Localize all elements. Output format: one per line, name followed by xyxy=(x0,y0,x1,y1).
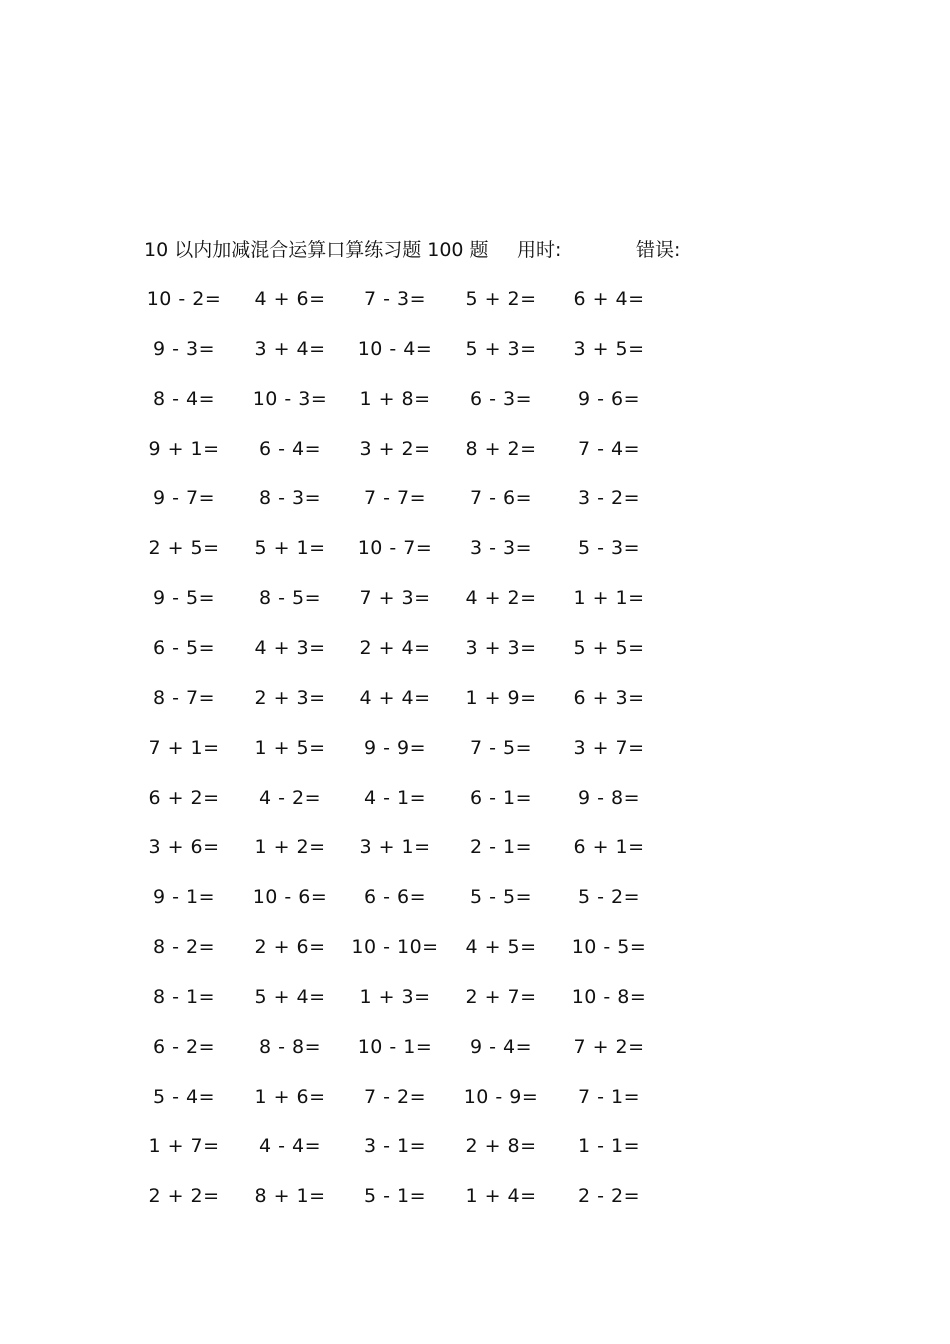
problem-item: 1 + 6= xyxy=(254,1085,326,1108)
problem-item: 5 - 1= xyxy=(363,1185,427,1208)
problem-item: 2 + 7= xyxy=(465,985,537,1008)
problem-item: 10 - 9= xyxy=(463,1085,539,1108)
problem-item: 5 + 5= xyxy=(573,636,645,659)
problem-item: 1 + 8= xyxy=(359,387,431,410)
problem-item: 1 - 1= xyxy=(577,1135,641,1158)
problem-item: 9 + 1= xyxy=(148,437,220,460)
problem-item: 6 + 4= xyxy=(573,288,645,310)
problem-item: 9 - 5= xyxy=(152,587,216,610)
problem-item: 5 - 5= xyxy=(469,886,533,909)
problem-item: 3 + 1= xyxy=(359,836,431,859)
problem-item: 4 + 4= xyxy=(359,686,431,709)
problem-item: 7 - 6= xyxy=(469,487,533,510)
problem-item: 1 + 5= xyxy=(254,736,326,759)
problem-item: 10 - 1= xyxy=(357,1035,433,1058)
problem-item: 5 - 4= xyxy=(152,1085,216,1108)
problem-item: 5 + 2= xyxy=(465,288,537,310)
problem-item: 8 - 1= xyxy=(152,985,216,1008)
problem-item: 2 + 8= xyxy=(465,1135,537,1158)
problem-item: 6 - 1= xyxy=(469,786,533,809)
problem-item: 2 - 1= xyxy=(469,836,533,859)
problem-item: 9 - 9= xyxy=(363,736,427,759)
problem-item: 5 - 2= xyxy=(577,886,641,909)
problem-item: 4 + 2= xyxy=(465,587,537,610)
problem-item: 8 - 2= xyxy=(152,936,216,959)
problem-item: 7 - 5= xyxy=(469,736,533,759)
problem-item: 8 + 2= xyxy=(465,437,537,460)
problem-item: 1 + 1= xyxy=(573,587,645,610)
problem-item: 2 + 2= xyxy=(148,1185,220,1208)
problem-item: 6 - 5= xyxy=(152,636,216,659)
problem-item: 7 + 3= xyxy=(359,587,431,610)
time-label: 用时: xyxy=(517,239,562,261)
problem-item: 8 - 4= xyxy=(152,387,216,410)
problem-item: 6 + 2= xyxy=(148,786,220,809)
problem-item: 10 - 10= xyxy=(351,936,439,959)
problem-item: 1 + 9= xyxy=(465,686,537,709)
problem-item: 4 - 4= xyxy=(258,1135,322,1158)
problem-item: 5 + 3= xyxy=(465,337,537,360)
problem-item: 8 - 7= xyxy=(152,686,216,709)
problem-item: 9 - 7= xyxy=(152,487,216,510)
problem-item: 6 - 3= xyxy=(469,387,533,410)
problem-item: 3 + 5= xyxy=(573,337,645,360)
problem-item: 2 + 3= xyxy=(254,686,326,709)
problem-item: 9 - 6= xyxy=(577,387,641,410)
problem-item: 8 + 1= xyxy=(254,1185,326,1208)
problem-item: 3 + 6= xyxy=(148,836,220,859)
problem-item: 7 - 1= xyxy=(577,1085,641,1108)
problem-item: 7 - 4= xyxy=(577,437,641,460)
problem-item: 4 - 2= xyxy=(258,786,322,809)
problem-item: 7 - 7= xyxy=(363,487,427,510)
problem-item: 10 - 3= xyxy=(252,387,328,410)
problem-item: 2 + 5= xyxy=(148,537,220,560)
problem-item: 6 - 2= xyxy=(152,1035,216,1058)
problem-item: 6 + 3= xyxy=(573,686,645,709)
problem-item: 6 - 4= xyxy=(258,437,322,460)
problem-item: 9 - 3= xyxy=(152,337,216,360)
problem-item: 4 - 1= xyxy=(363,786,427,809)
problem-item: 4 + 3= xyxy=(254,636,326,659)
problem-item: 9 - 1= xyxy=(152,886,216,909)
problem-item: 9 - 4= xyxy=(469,1035,533,1058)
worksheet-title: 10 以内加减混合运算口算练习题 100 题 xyxy=(144,239,489,261)
problem-item: 7 - 3= xyxy=(363,288,427,310)
problem-item: 10 - 2= xyxy=(146,288,222,310)
problem-item: 10 - 8= xyxy=(571,985,647,1008)
problem-item: 3 - 3= xyxy=(469,537,533,560)
problem-item: 7 + 2= xyxy=(573,1035,645,1058)
problem-item: 7 + 1= xyxy=(148,736,220,759)
problem-item: 1 + 3= xyxy=(359,985,431,1008)
problem-item: 8 - 3= xyxy=(258,487,322,510)
problem-item: 4 + 5= xyxy=(465,936,537,959)
problem-item: 10 - 6= xyxy=(252,886,328,909)
problem-item: 3 - 2= xyxy=(577,487,641,510)
problem-item: 1 + 4= xyxy=(465,1185,537,1208)
problem-item: 10 - 4= xyxy=(357,337,433,360)
problem-item: 2 + 6= xyxy=(254,936,326,959)
problem-item: 9 - 8= xyxy=(577,786,641,809)
problem-item: 5 + 1= xyxy=(254,537,326,560)
problem-item: 8 - 5= xyxy=(258,587,322,610)
problem-item: 3 - 1= xyxy=(363,1135,427,1158)
problem-item: 10 - 7= xyxy=(357,537,433,560)
problem-item: 3 + 7= xyxy=(573,736,645,759)
problem-item: 10 - 5= xyxy=(571,936,647,959)
problem-item: 5 + 4= xyxy=(254,985,326,1008)
problem-item: 2 - 2= xyxy=(577,1185,641,1208)
problem-item: 8 - 8= xyxy=(258,1035,322,1058)
problem-item: 5 - 3= xyxy=(577,537,641,560)
error-label: 错误: xyxy=(636,239,681,261)
problem-item: 3 + 3= xyxy=(465,636,537,659)
problem-item: 1 + 2= xyxy=(254,836,326,859)
problem-item: 6 - 6= xyxy=(363,886,427,909)
problem-item: 3 + 4= xyxy=(254,337,326,360)
problem-item: 4 + 6= xyxy=(254,288,326,310)
problem-item: 3 + 2= xyxy=(359,437,431,460)
problem-item: 6 + 1= xyxy=(573,836,645,859)
problem-item: 2 + 4= xyxy=(359,636,431,659)
problem-item: 7 - 2= xyxy=(363,1085,427,1108)
problem-item: 1 + 7= xyxy=(148,1135,220,1158)
